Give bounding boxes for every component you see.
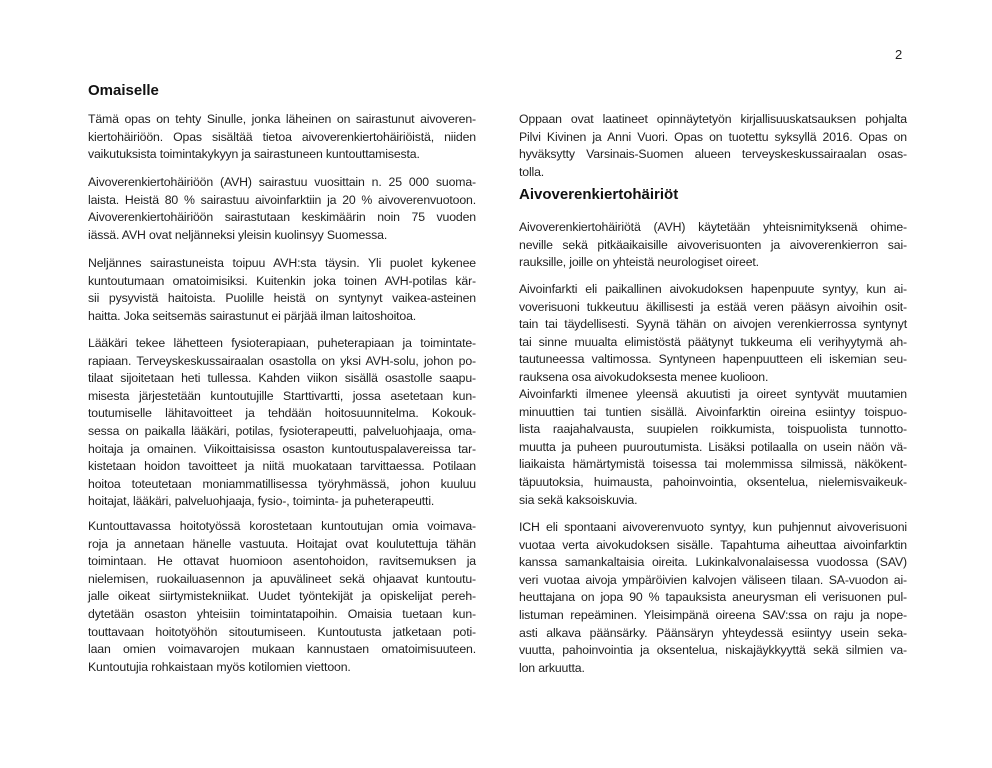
text-line: laan omien voimavarojen mukaan kannustaen omatoimisuuteen. <box>88 642 476 657</box>
text-line: Kuntouttavassa hoitotyössä korostetaan kuntoutujan omia voimava- <box>88 519 476 533</box>
section-heading-aivoverenkiertohairiot: Aivoverenkiertohäiriöt <box>519 186 679 203</box>
text-line: misesta järjestetään kuntoutujille Starttivartti, jossa asetetaan kun- <box>88 388 476 403</box>
text-line: jalle oikeat siirtymistekniikat. Uudet työntekijät ja opiskelijat pereh- <box>88 589 476 604</box>
text-line: tolla. <box>519 164 545 179</box>
text-line: rauksena osa aivokudoksesta menee kuolioon. <box>519 369 769 384</box>
text-line: toutumiselle lähitavoitteet ja tehdään hoitosuunnitelma. Kokouk- <box>88 406 476 421</box>
text-line: ICH eli spontaani aivoverenvuoto syntyy, kun puhjennut aivoverisuoni <box>519 520 907 534</box>
paragraph <box>519 219 907 272</box>
text-line: Neljännes sairastuneista toipuu AVH:sta täysin. Yli puolet kykenee <box>88 256 476 270</box>
text-line: hyväksytty Varsinais-Suomen alueen terveyskeskussairaalan osas- <box>519 147 907 162</box>
text-line: Aivoverenkiertohäiriöön (AVH) sairastuu vuosittain n. 25 000 suoma- <box>88 175 476 189</box>
paragraph <box>88 111 476 164</box>
text-line: touttavaan hoitotyöhön sitoutumiseen. Kuntoutusta jatketaan poti- <box>88 624 476 639</box>
text-line: sia sekä kaksoiskuvia. <box>519 492 638 507</box>
text-line: veri vuotaa aivoja ympäröivien kalvojen väliseen tilaan. SA-vuodon ai- <box>519 572 907 587</box>
text-line: lon arkuutta. <box>519 660 585 675</box>
text-line: Tämä opas on tehty Sinulle, jonka läheinen on sairastunut aivoveren- <box>88 112 476 126</box>
text-line: voverisuoni tukkeutuu äkillisesti ja estää veren pääsyn aivoihin osit- <box>519 299 907 314</box>
paragraph <box>519 386 907 509</box>
text-line: hoitoa toteutetaan moniammatillisessa työryhmässä, johon kuuluu <box>88 476 476 491</box>
section-heading-omaiselle: Omaiselle <box>88 82 159 99</box>
paragraph <box>88 335 476 511</box>
paragraph <box>519 281 907 387</box>
text-line: lista raajahalvausta, suupielen roikkumista, toispuolista tunnotto- <box>519 422 907 437</box>
text-line: vuotaa verta aivokudoksen sisälle. Tapahtuma aiheuttaa aivoinfarktin <box>519 537 907 552</box>
text-line: Aivoverenkiertohäiriöön sairastutaan keskimäärin noin 75 vuoden <box>88 210 476 225</box>
text-line: vuutta, pahoinvointia ja oksentelua, niskajäykkyyttä sekä silmien va- <box>519 643 907 658</box>
text-line: rauksille, joille on yhteistä neurologiset oireet. <box>519 255 759 270</box>
text-line: liaikaista hämärtymistä toisessa tai molemmissa silmissä, näkökent- <box>519 457 907 472</box>
text-line: rapiaan. Terveyskeskussairaalan osastolla on yksi AVH-solu, johon po- <box>88 353 476 368</box>
text-line: kuntoutumaan omatoimisiksi. Kuitenkin joka toinen AVH-potilas kär- <box>88 273 476 288</box>
text-line: sessa on paikalla lääkäri, potilas, fysioterapeutti, palveluohjaaja, oma- <box>88 423 476 438</box>
text-line: Kuntoutujia rohkaistaan myös kotilomien viettoon. <box>88 659 351 674</box>
text-line: Oppaan ovat laatineet opinnäytetyön kirjallisuuskatsauksen pohjalta <box>519 112 907 126</box>
text-line: tilaat sijoitetaan heti tullessa. Kahden viikon sisällä osastolle saapu- <box>88 371 476 386</box>
text-line: minuuttien tai tuntien sisällä. Aivoinfarktin oireina esiintyy toispuo- <box>519 404 907 419</box>
text-line: sii pysyvistä haitoista. Puolille heistä on syntynyt vaikea-asteinen <box>88 291 476 306</box>
page-number: 2 <box>895 47 903 62</box>
text-line: muutta ja puheen puuroutumista. Lisäksi potilaalla on usein näön vä- <box>519 439 907 454</box>
text-line: kanssa samankaltaisia oireita. Lukinkalvonalaisessa vuodossa (SAV) <box>519 555 907 570</box>
text-line: nielemisen, ruokailuasennon ja apuvälineet sekä ohjaavat kuntoutu- <box>88 571 476 586</box>
paragraph <box>88 518 476 676</box>
text-line: tautuneessa valtimossa. Syntyneen hapenpuutteen eli iskemian seu- <box>519 352 907 367</box>
text-line: heuttajana on jopa 90 % tapauksista aneurysman eli verisuonen pul- <box>519 590 907 605</box>
paragraph <box>519 519 907 677</box>
paragraph <box>88 174 476 244</box>
paragraph <box>519 111 907 181</box>
text-line: täpuutoksia, huimausta, pahoinvointia, oksentelua, nielemisvaikeuk- <box>519 474 907 489</box>
text-line: iässä. AVH ovat neljänneksi yleisin kuolinsyy Suomessa. <box>88 227 388 242</box>
text-line: kistetaan hoidon tavoitteet ja niitä muokataan tarvittaessa. Potilaan <box>88 459 476 474</box>
paragraph <box>88 255 476 325</box>
text-line: laista. Heistä 80 % sairastuu aivoinfarktiin ja 20 % aivoverenvuotoon. <box>88 192 476 207</box>
text-line: Lääkäri tekee lähetteen fysioterapiaan, puheterapiaan ja toimintate- <box>88 336 476 350</box>
text-line: kiertohäiriöön. Opas sisältää tietoa aivoverenkiertohäiriöistä, niiden <box>88 129 476 144</box>
text-line: haitta. Joka seitsemäs sairastunut ei pärjää ilman laitoshoitoa. <box>88 308 417 323</box>
text-line: Aivoinfarkti eli paikallinen aivokudoksen hapenpuute syntyy, kun ai- <box>519 282 907 296</box>
text-line: asti alkava päänsärky. Päänsäryn yhteydessä esiintyy usein seka- <box>519 625 907 640</box>
text-line: Aivoinfarkti ilmenee yleensä akuutisti ja oireet syntyvät muutamien <box>519 387 907 401</box>
text-line: neville sekä pitkäaikaisille aivoverisuonten ja aivoverenkierron sai- <box>519 237 907 252</box>
text-line: listuman repeäminen. Yleisimpänä oireena SAV:ssa on raju ja nope- <box>519 607 907 622</box>
text-line: vaikutuksista toimintakykyyn ja sairastuneen kuntouttamisesta. <box>88 147 420 162</box>
text-line: hoitaja ja omainen. Viikoittaisissa osaston kuntoutuspalavereissa tar- <box>88 441 476 456</box>
text-line: tain tai täydellisesti. Syynä tähän on aivojen verenkierrossa syntynyt <box>519 317 907 332</box>
text-line: Aivoverenkiertohäiriötä (AVH) käytetään yhteisnimityksenä ohime- <box>519 220 907 234</box>
text-line: hoitajat, lääkäri, palveluohjaaja, fysio-, toiminta- ja puheterapeutti. <box>88 494 435 509</box>
text-line: tai sinne muualta elimistöstä päätynyt tukkeuma eli verihyytymä ah- <box>519 334 907 349</box>
text-line: roja ja annetaan hänelle vastuuta. Hoitajat ovat koulutettuja tähän <box>88 536 476 551</box>
text-line: toimintaan. He ottavat huomioon asentohoidon, ravitsemuksen ja <box>88 554 476 569</box>
text-line: dytetään osaston yhteisiin toimintatapoihin. Omaisia tuetaan kun- <box>88 606 476 621</box>
text-line: Pilvi Kivinen ja Anni Vuori. Opas on tuotettu syksyllä 2016. Opas on <box>519 129 907 144</box>
